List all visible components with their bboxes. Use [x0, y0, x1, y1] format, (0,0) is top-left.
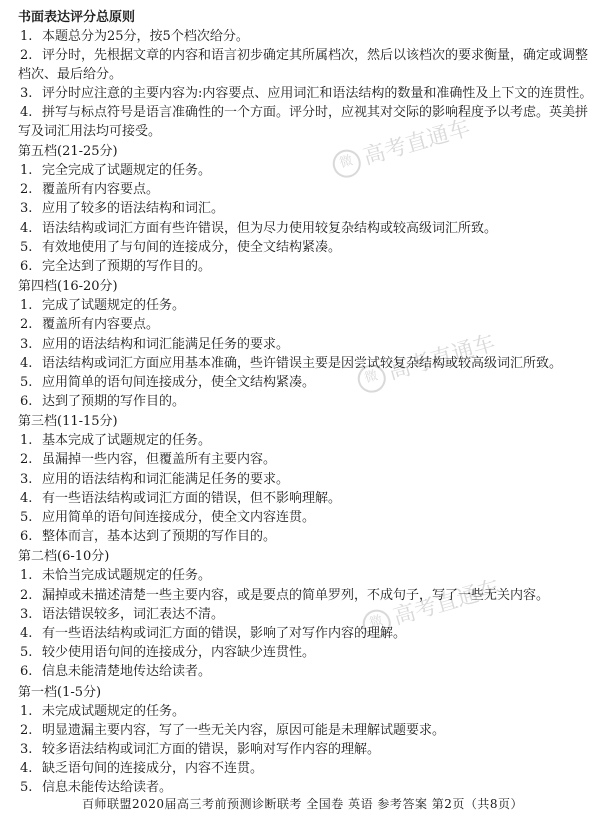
level-2-section: [18, 547, 593, 681]
watermark-logo: 微: [354, 361, 389, 396]
document-body: [18, 8, 593, 797]
criteria-item: 2. 覆盖所有内容要点。: [20, 317, 160, 333]
criteria-item: 2. 覆盖所有内容要点。: [20, 182, 160, 198]
criteria-item: 2. 虽漏掉一些内容，但覆盖所有主要内容。: [20, 452, 277, 468]
principle-item: 1. 本题总分为25分，按5个档次给分。: [20, 29, 249, 44]
criteria-item: 6. 达到了预期的写作目的。: [20, 394, 186, 410]
page-footer: 百师联盟2020届高三考前预测诊断联考 全国卷 英语 参考答案 第2页（共8页）: [81, 797, 524, 811]
criteria-item: 5. 有效地使用了与句间的连接成分，使全文结构紧凑。: [20, 239, 342, 255]
criteria-item: 3. 应用了较多的语法结构和词汇。: [20, 201, 225, 217]
level-heading: 第三档(11-15分): [18, 414, 118, 430]
level-3-section: [18, 412, 593, 546]
criteria-item: 2. 漏掉或未描述清楚一些主要内容，或是要点的简单罗列，不成句子，写了一些无关内容。: [20, 587, 550, 603]
criteria-item: 6. 整体而言，基本达到了预期的写作目的。: [20, 529, 277, 545]
criteria-item: 4. 有一些语法结构或词汇方面的错误，影响了对写作内容的理解。: [20, 625, 407, 641]
criteria-item: 3. 语法错误较多，词汇表达不清。: [20, 606, 225, 622]
criteria-item: 4. 语法结构或词汇方面应用基本准确，些许错误主要是因尝试较复杂结构或较高级词汇所致。: [20, 355, 563, 371]
criteria-item: 5. 应用简单的语句间连接成分，使全文结构紧凑。: [20, 374, 316, 390]
level-4-section: [18, 277, 593, 411]
criteria-item: 3. 较多语法结构或词汇方面的错误，影响对写作内容的理解。: [20, 741, 381, 757]
level-5-section: [18, 142, 593, 276]
criteria-item: 4. 有一些语法结构或词汇方面的错误，但不影响理解。: [20, 490, 342, 506]
criteria-item: 5. 较少使用语句间的连接成分，内容缺少连贯性。: [20, 645, 316, 661]
criteria-item: 5. 信息未能传达给读者。: [20, 780, 173, 796]
principles-list: [18, 27, 593, 141]
criteria-item: 2. 明显遗漏主要内容，写了一些无关内容，原因可能是未理解试题要求。: [20, 722, 446, 738]
criteria-item: 1. 基本完成了试题规定的任务。: [20, 433, 212, 449]
criteria-item: 3. 应用的语法结构和词汇能满足任务的要求。: [20, 336, 290, 352]
principle-item: 2. 评分时，先根据文章的内容和语言初步确定其所属档次，然后以该档次的要求衡量，确定或调整档次、最后给分。: [18, 48, 589, 82]
level-heading: 第五档(21-25分): [18, 144, 118, 159]
watermark: 微 高考直通车: [328, 111, 473, 181]
principle-item: 3. 评分时应注意的主要内容为:内容要点、应用词汇和语法结构的数量和准确性及上下文的连贯性。: [20, 86, 593, 101]
watermark: 微 高考直通车: [353, 326, 498, 396]
criteria-item: 5. 应用简单的语句间连接成分，使全文内容连贯。: [20, 510, 316, 525]
level-heading: 第四档(16-20分): [18, 279, 118, 295]
watermark-logo: 微: [359, 606, 394, 641]
criteria-item: 3. 应用的语法结构和词汇能满足任务的要求。: [20, 471, 290, 487]
level-1-section: [18, 683, 593, 798]
criteria-item: 6. 完全达到了预期的写作目的。: [20, 258, 212, 274]
criteria-item: 1. 完成了试题规定的任务。: [20, 298, 186, 314]
criteria-item: 1. 未恰当完成试题规定的任务。: [20, 568, 212, 584]
criteria-item: 1. 未完成试题规定的任务。: [20, 703, 186, 719]
criteria-item: 4. 缺乏语句间的连接成分，内容不连贯。: [20, 761, 264, 777]
watermark-logo: 微: [329, 146, 364, 181]
criteria-item: 6. 信息未能清楚地传达给读者。: [20, 664, 212, 680]
criteria-item: 4. 语法结构或词汇方面有些许错误，但为尽力使用较复杂结构或较高级词汇所致。: [20, 220, 498, 236]
document-title: 书面表达评分总原则: [18, 10, 136, 25]
principle-item: 4. 拼写与标点符号是语言准确性的一个方面。评分时，应视其对交际的影响程度予以考虑。英美拼写及词汇用法均可接受。: [18, 105, 589, 139]
criteria-item: 1. 完全完成了试题规定的任务。: [20, 163, 212, 178]
level-heading: 第二档(6-10分): [18, 549, 110, 565]
watermark: 微 高考直通车: [358, 571, 503, 641]
level-heading: 第一档(1-5分): [18, 684, 102, 700]
